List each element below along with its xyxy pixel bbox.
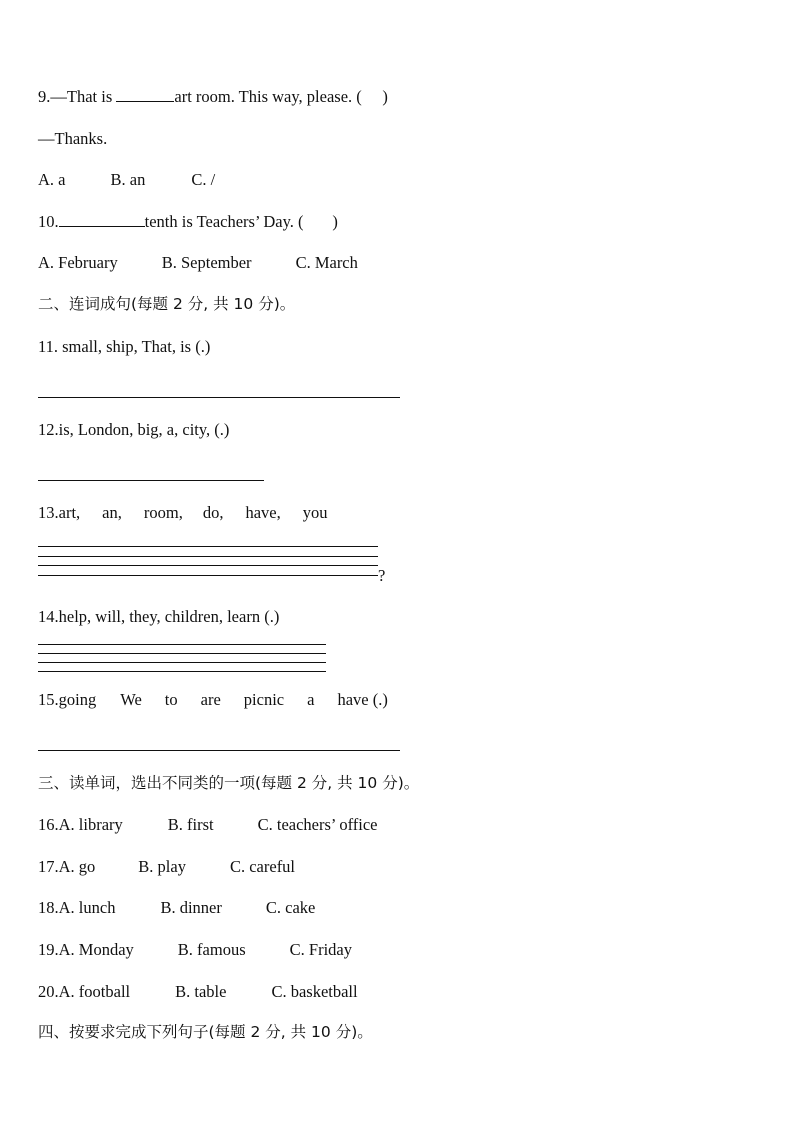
q16-option-a[interactable]: A. library [58, 815, 123, 834]
q15-answer-line[interactable] [38, 750, 400, 751]
q15-word: are [200, 690, 221, 709]
question-20 [38, 982, 358, 1002]
q9-prefix: 9.—That is [38, 87, 117, 106]
question-10 [38, 212, 338, 232]
q10-options [38, 253, 358, 273]
q13-word: you [302, 503, 328, 522]
q9-option-c[interactable]: C. / [191, 170, 216, 189]
q10-blank[interactable] [59, 212, 145, 227]
q13-answer-line[interactable] [38, 565, 378, 566]
question-12: 12.is, London, big, a, city, (.) [38, 420, 230, 439]
q19-option-a[interactable]: A. Monday [58, 940, 134, 959]
q18-option-c[interactable]: C. cake [265, 898, 316, 917]
q20-option-a[interactable]: A. football [58, 982, 131, 1001]
q10-option-c[interactable]: C. March [295, 253, 358, 272]
q13-num: 13. [38, 503, 59, 522]
q10-option-a[interactable]: A. February [38, 253, 118, 272]
q20-num: 20. [38, 982, 59, 1001]
q13-question-mark: ? [378, 566, 386, 585]
q18-num: 18. [38, 898, 59, 917]
q15-word: have (.) [337, 690, 388, 709]
q15-num: 15. [38, 690, 59, 709]
q20-option-b[interactable]: B. table [175, 982, 227, 1001]
section-4-heading: 四、按要求完成下列句子(每题 2 分, 共 10 分)。 [38, 1023, 373, 1041]
q9-suffix: art room. This way, please. ( ) [174, 87, 388, 106]
question-17 [38, 857, 295, 877]
q13-word: art, [58, 503, 81, 522]
q15-word: to [164, 690, 178, 709]
question-13 [38, 503, 327, 523]
q19-option-c[interactable]: C. Friday [289, 940, 352, 959]
q13-word: room, [143, 503, 183, 522]
question-15 [38, 690, 388, 710]
q9-reply: —Thanks. [38, 129, 108, 148]
q14-answer-line[interactable] [38, 644, 326, 645]
q13-answer-line[interactable] [38, 575, 378, 576]
q11-answer-line[interactable] [38, 397, 400, 398]
question-11: 11. small, ship, That, is (.) [38, 337, 211, 356]
q19-num: 19. [38, 940, 59, 959]
q13-word: an, [102, 503, 122, 522]
q10-suffix: tenth is Teachers’ Day. ( ) [144, 212, 338, 231]
q15-word: We [120, 690, 142, 709]
question-16 [38, 815, 378, 835]
section-3-heading: 三、读单词，选出不同类的一项(每题 2 分, 共 10 分)。 [38, 774, 420, 792]
q17-option-a[interactable]: A. go [58, 857, 96, 876]
question-18 [38, 898, 315, 918]
q15-word: going [58, 690, 97, 709]
q9-option-b[interactable]: B. an [110, 170, 146, 189]
question-19 [38, 940, 352, 960]
q16-option-c[interactable]: C. teachers’ office [257, 815, 378, 834]
q19-option-b[interactable]: B. famous [177, 940, 246, 959]
q17-option-c[interactable]: C. careful [229, 857, 296, 876]
q13-word: do, [202, 503, 224, 522]
q17-option-b[interactable]: B. play [138, 857, 186, 876]
q14-answer-line[interactable] [38, 671, 326, 672]
q14-answer-line[interactable] [38, 662, 326, 663]
section-2-heading: 二、连词成句(每题 2 分, 共 10 分)。 [38, 295, 296, 313]
q16-option-b[interactable]: B. first [167, 815, 214, 834]
q13-answer-line[interactable] [38, 556, 378, 557]
q10-prefix: 10. [38, 212, 59, 231]
q15-word: a [307, 690, 315, 709]
q16-num: 16. [38, 815, 59, 834]
q9-blank[interactable] [116, 87, 174, 102]
q14-answer-line[interactable] [38, 653, 326, 654]
q12-answer-line[interactable] [38, 480, 264, 481]
q10-option-b[interactable]: B. September [161, 253, 252, 272]
question-14: 14.help, will, they, children, learn (.) [38, 607, 280, 626]
q9-options [38, 170, 215, 190]
q18-option-a[interactable]: A. lunch [58, 898, 116, 917]
q18-option-b[interactable]: B. dinner [160, 898, 222, 917]
q17-num: 17. [38, 857, 59, 876]
q15-word: picnic [243, 690, 285, 709]
q13-answer-line[interactable] [38, 546, 378, 547]
question-9 [38, 87, 388, 107]
q20-option-c[interactable]: C. basketball [271, 982, 358, 1001]
q13-word: have, [245, 503, 281, 522]
q9-option-a[interactable]: A. a [38, 170, 66, 189]
